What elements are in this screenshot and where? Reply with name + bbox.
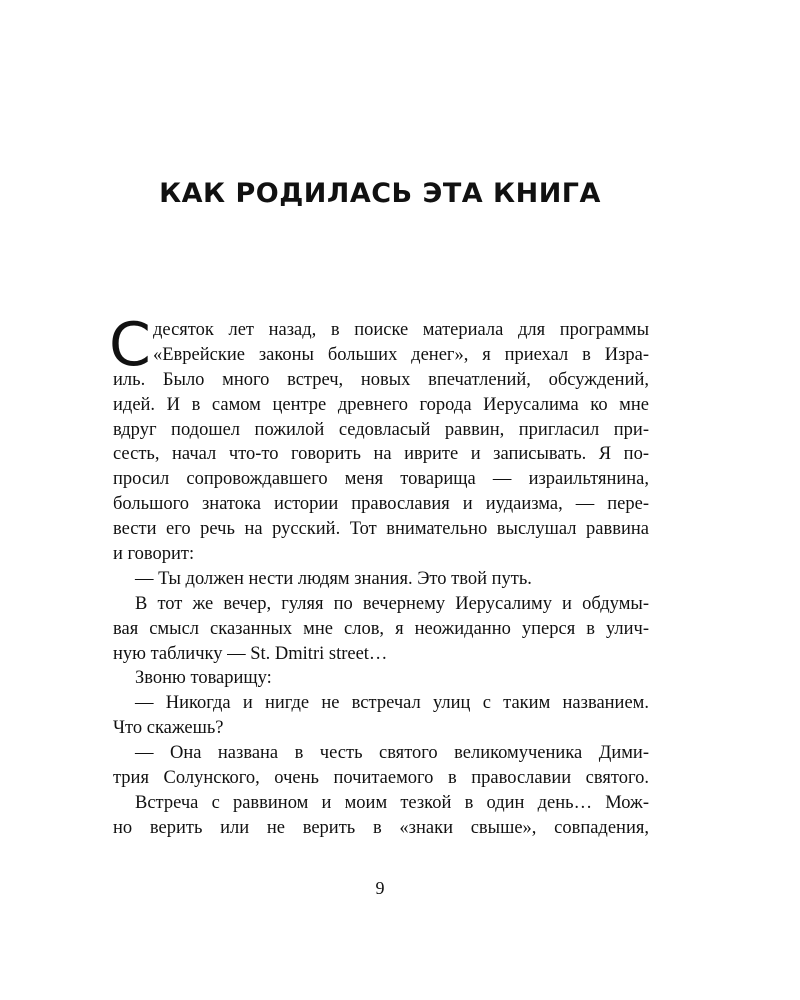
text-line: вая смысл сказанных мне слов, я неожиданно уперся в улич- [113, 618, 649, 639]
text-line: трия Солунского, очень почитаемого в православии святого. [113, 768, 649, 789]
chapter-title: КАК РОДИЛАСЬ ЭТА КНИГА [159, 178, 601, 209]
text-line: иль. Было много встреч, новых впечатлений, обсуждений, [113, 369, 649, 390]
text-line: В тот же вечер, гуляя по вечернему Иерусалиму и обдумы- [135, 593, 649, 614]
text-line: но верить или не верить в «знаки свыше», совпадения, [113, 817, 649, 838]
chapter-body [109, 310, 649, 841]
text-line: Встреча с раввином и моим тезкой в один день… Мож- [135, 792, 649, 813]
text-line: вдруг подошел пожилой седовласый раввин, пригласил при- [113, 419, 649, 440]
text-line: Что скажешь? [113, 718, 224, 739]
drop-cap: С [109, 310, 151, 380]
text-line: Звоню товарищу: [135, 668, 272, 689]
text-line: «Еврейские законы больших денег», я приехал в Изра- [153, 344, 649, 365]
text-line: сесть, начал что-то говорить на иврите и записывать. Я по- [113, 444, 649, 465]
text-line: просил сопровождавшего меня товарища — израильтянина, [113, 469, 649, 490]
text-line: и говорит: [113, 544, 195, 565]
text-line: — Ты должен нести людям знания. Это твой путь. [135, 568, 532, 589]
text-line: — Она названа в честь святого великомученика Дими- [135, 743, 649, 764]
text-line: десяток лет назад, в поиске материала для программы [153, 320, 649, 340]
text-line: большого знатока истории православия и иудаизма, — пере- [113, 494, 649, 515]
text-line: ную табличку — St. Dmitri street… [113, 643, 388, 664]
text-line: — Никогда и нигде не встречал улиц с таким названием. [135, 693, 649, 714]
text-line: вести его речь на русский. Тот внимательно выслушал раввина [113, 519, 649, 540]
text-line: идей. И в самом центре древнего города Иерусалима ко мне [113, 394, 649, 415]
page-number: 9 [375, 878, 385, 898]
